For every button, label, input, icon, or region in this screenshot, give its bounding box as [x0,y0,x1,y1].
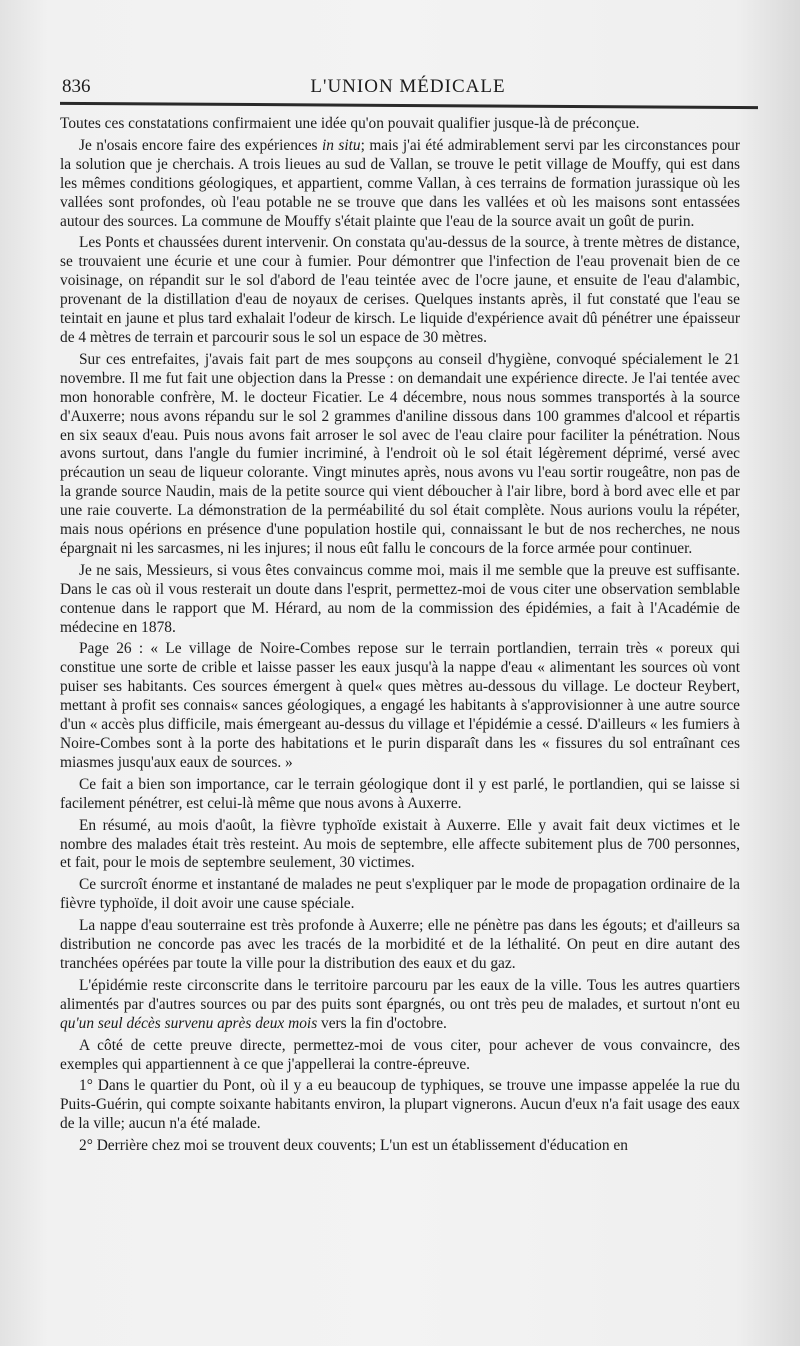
paragraph: A côté de cette preuve directe, permettez-moi de vous citer, pour achever de vous convaincre, des exemples qui appartiennent à ce que j'appellerai la contre-épreuve. [60,1036,740,1073]
paragraph: 2° Derrière chez moi se trouvent deux couvents; L'un est un établissement d'éducation en [79,1137,628,1155]
paragraph: Je n'osais encore faire des expériences in situ; mais j'ai été admirablement servi par les circonstances pour la solution que je cherchais. A trois lieues au sud de Vallan, se trouve le petit village de Mouffy, qui est dans les mêmes conditions géologiques, et appartient, comme Vallan, à ces terrains de formation jurassique où les vallées sont profondes, où l'eau potable ne se trouve que dans les vallées et où les maisons sont entassées autour des sources. La commune de Mouffy s'était plainte que l'eau de la source avait un goût de purin. [60,136,740,230]
paragraph: Ce surcroît énorme et instantané de malades ne peut s'expliquer par le mode de propagation ordinaire de la fièvre typhoïde, il doit avoir une cause spéciale. [60,876,740,913]
italic-text: qu'un seul décès survenu après deux mois [60,1014,318,1032]
paragraph: Toutes ces constatations confirmaient une idée qu'on pouvait qualifier jusque-là de préconçue. [60,115,640,132]
paragraph: La nappe d'eau souterraine est très profonde à Auxerre; elle ne pénètre pas dans les égouts; et d'ailleurs sa distribution ne concorde pas avec les tracés de la morbidité et de la léthalité. On peut en dire autant des tranchées opérées par toute la ville pour la distribution des eaux et du gaz. [60,917,740,972]
paragraph: Je ne sais, Messieurs, si vous êtes convaincus comme moi, mais il me semble que la preuve est suffisante. Dans le cas où il vous resterait un doute dans l'esprit, permettez-moi de vous citer une observation semblable contenue dans le rapport que M. Hérard, au nom de la commission des épidémies, a fait à l'Académie de médecine en 1878. [60,561,740,636]
running-title: L'UNION MÉDICALE [310,76,506,97]
header-rule [60,102,758,109]
paragraph: En résumé, au mois d'août, la fièvre typhoïde existait à Auxerre. Elle y avait fait deux victimes et le nombre des malades était très resteint. Au mois de septembre, elle affecte subitement plus de 700 personnes, et fait, pour le mois de septembre seulement, 30 victimes. [60,816,740,872]
paragraph: Sur ces entrefaites, j'avais fait part de mes soupçons au conseil d'hygiène, convoqué spécialement le 21 novembre. Il me fut fait une objection dans la Presse : on demandait une expérience directe. Je l'ai tentée avec mon honorable confrère, M. le docteur Ficatier. Le 4 décembre, nous nous sommes transportés à la source d'Auxerre; nous avons répandu sur le sol 2 grammes d'aniline dissous dans 100 grammes d'alcool et répartis en six seaux d'eau. Puis nous avons fait arroser le sol avec de l'eau claire pour faciliter la pénétration. Nous avons surtout, dans l'angle du fumier incriminé, à l'endroit où le sol était légèrement déprimé, versé avec précaution un seau de liqueur colorante. Vingt minutes après, nous avons vu l'eau sortir rougeâtre, non pas de la grande source Naudin, mais de la petite source qui vient déboucher à l'air libre, bord à bord avec elle et par une raie couverte. La démonstration de la perméabilité du sol était complète. Nous aurions voulu la répéter, mais nous opérions en présence d'une population hostile qui, connaissant le but de nos recherches, ne nous épargnait ni les sarcasmes, ni les injures; il nous eût fallu le concours de la force armée pour continuer. [60,350,740,557]
page-number: 836 [62,76,91,97]
article-body [60,115,740,1159]
italic-text: in situ [321,136,361,154]
paragraph: 1° Dans le quartier du Pont, où il y a eu beaucoup de typhiques, se trouve une impasse appelée la rue du Puits-Guérin, qui compte soixante habitants environ, la plupart vignerons. Aucun d'eux n'a fait usage des eaux de la ville; aucun n'a été malade. [60,1077,740,1133]
paragraph: L'épidémie reste circonscrite dans le territoire parcouru par les eaux de la ville. Tous les autres quartiers alimentés par d'autres sources ou par des puits sont épargnés, ou ont très peu de malades, et surtout n'ont eu qu'un seul décès survenu après deux mois vers la fin d'octobre. [60,976,740,1032]
quotation-paragraph: Page 26 : « Le village de Noire-Combes repose sur le terrain portlandien, terrain très « poreux qui constitue une sorte de crible et laisse passer les eaux jusqu'à la nappe d'eau « alimentant les sources où vont puiser ses habitants. Ces sources émergent à quel« ques mètres au-dessous du village. Le docteur Reybert, mettant à profit ses connais« sances géologiques, a engagé les habitants à s'approvisionner à une autre source d'un « accès plus difficile, mais émergeant au-dessus du village et l'épidémie a cessé. D'ailleurs « les fumiers à Noire-Combes sont à la porte des habitations et le purin disparaît dans les « fissures du sol entraînant ces miasmes jusqu'aux eaux de sources. » [60,640,740,771]
paragraph: Ce fait a bien son importance, car le terrain géologique dont il y est parlé, le portlandien, qui se laisse si facilement pénétrer, est celui-là même que nous avons à Auxerre. [60,775,740,812]
page-header [62,76,754,102]
paragraph: Les Ponts et chaussées durent intervenir. On constata qu'au-dessus de la source, à trente mètres de distance, se trouvaient une écurie et une cour à fumier. Pour démontrer que l'infection de l'eau provenait bien de ce voisinage, on répandit sur le sol d'abord de l'eau teintée avec de l'ocre jaune, et ensuite de l'eau d'alambic, provenant de la distillation d'eau de noyaux de cerises. Quelques instants après, il fut constaté que l'eau se teintait en jaune et plus tard exhalait l'odeur de kirsch. Le liquide d'expérience avait dû pénétrer une épaisseur de 4 mètres de terrain et parcourir sous le sol un espace de 30 mètres. [60,234,740,346]
